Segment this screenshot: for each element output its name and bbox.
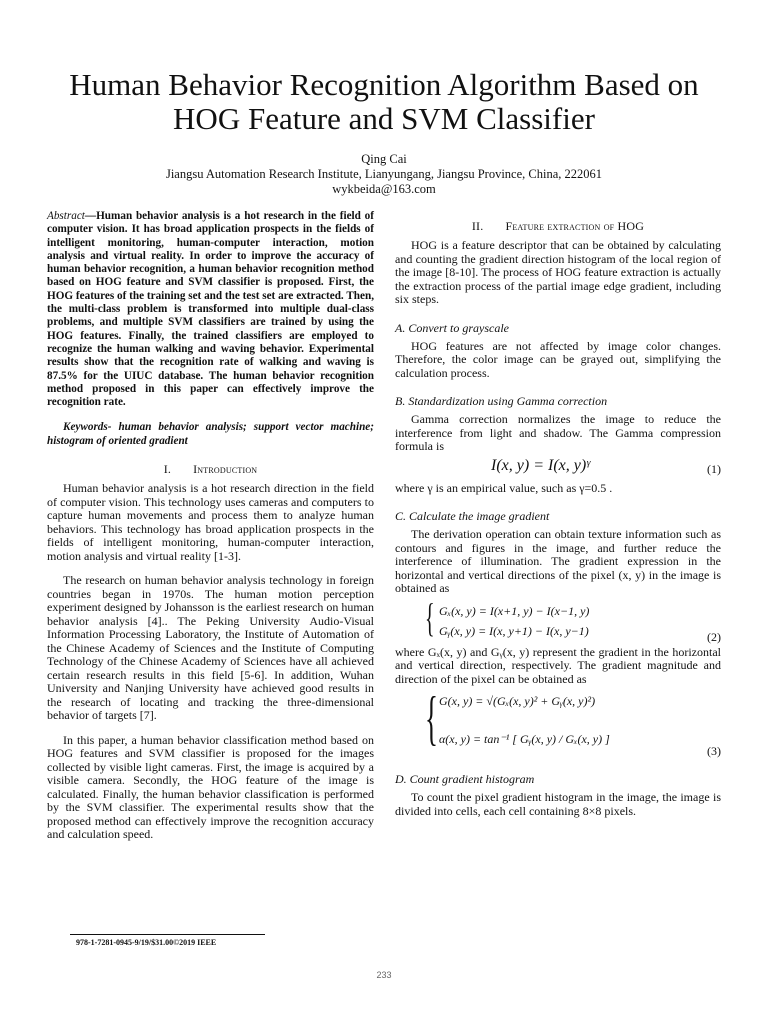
equation-2 — [395, 594, 721, 646]
author-affiliation: Jiangsu Automation Research Institute, Lianyungang, Jiangsu Province, China, 222061 — [165, 167, 603, 181]
equation-2-line-2: Gᵧ(x, y) = I(x, y+1) − I(x, y−1) — [439, 623, 589, 638]
paragraph-d: To count the pixel gradient histogram in the image, the image is divided into cells, each cell containing 8×8 pixels. — [395, 790, 721, 818]
copyright-footnote: 978-1-7281-0945-9/19/$31.00©2019 IEEE — [76, 938, 217, 947]
author-name: Qing Cai — [361, 152, 407, 166]
title-line-2: HOG Feature and SVM Classifier — [173, 101, 595, 136]
abstract-label: Abstract — [47, 210, 85, 222]
author-block — [0, 152, 768, 197]
equation-1 — [395, 454, 721, 482]
paragraph-a: HOG features are not affected by image color changes. Therefore, the color image can be grayed out, simplifying the calculation process. — [395, 338, 721, 380]
abstract — [47, 210, 374, 409]
subsection-c: C. Calculate the image gradient — [395, 509, 550, 523]
section-heading-hog — [395, 219, 721, 233]
paragraph-c: The derivation operation can obtain texture information such as contours and figures in the image, and further reduce the interference of illumination. The gradient expression in the horizontal and vertical directions of the pixel (x, y) in the image is obtained as — [395, 527, 721, 595]
paragraph-b: Gamma correction normalizes the image to reduce the interference from light and shadow. The Gamma compression formula is — [395, 412, 721, 453]
subsection-b: B. Standardization using Gamma correction — [395, 394, 608, 408]
brace: { — [425, 594, 435, 640]
intro-paragraph-3: In this paper, a human behavior classification method based on HOG features and SVM classifier is proposed for the images collected by visible light cameras. First, the image is acquired by a visible camera. Secondly, the HOG feature of the image is calculated. Finally, the human behavior classification is performed by the SVM classifier. The experimental results show that the proposed method can effectively improve the recognition accuracy and calculation speed. — [47, 732, 374, 842]
intro-paragraph-2: The research on human behavior analysis technology in foreign countries began in 1970s. The human motion perception experiment designed by Johansson is the earliest research on human behavior analysis [4].. The Peking University Audio-Visual Information Processing Laboratory, the Institute of Automation of the Chinese Academy of Sciences and the Institute of Computing Technology of the Chinese Academy of Sciences have all achieved certain research results in this field [5-6]. In addition, Wuhan University and Nanjing University have achieved good results in the research of locating and tracking the three-dimensional behavior of targets [7]. — [47, 573, 374, 723]
equation-2-line-1: Gₓ(x, y) = I(x+1, y) − I(x−1, y) — [439, 603, 590, 618]
section-number: II. — [471, 219, 484, 233]
right-column — [395, 219, 721, 818]
equation-3-line-2: α(x, y) = tan⁻¹ [ Gᵧ(x, y) / Gₓ(x, y) ] — [439, 732, 610, 746]
section-title: Introduction — [193, 462, 258, 477]
section-title: Feature extraction of HOG — [505, 219, 645, 233]
paper-title — [0, 68, 768, 136]
equation-3 — [395, 685, 721, 758]
section-heading-introduction — [47, 462, 374, 476]
page-number: 233 — [376, 970, 392, 980]
equation-3-number: (3) — [707, 744, 721, 758]
keywords: Keywords- human behavior analysis; support vector machine; histogram of oriented gradient — [47, 421, 374, 447]
abstract-body: —Human behavior analysis is a hot research in the field of computer vision. It has broad application prospects in the fields of intelligent monitoring, human-computer interaction, motion analysis and virtual reality. In order to improve the accuracy of human behavior recognition, a human behavior recognition method based on HOG feature and SVM classifier is proposed. First, the HOG features of the training set and the test set are extracted. Then, the multi-class problem is transformed into multiple dual-class problems, and multiple SVM classifiers are trained by using the HOG features. Finally, the trained classifiers are employed to recognize the human walking and waving behavior. Experimental results show that the recognition rate of walking and waving is 87.5% for the UIUC database. The human behavior recognition method proposed in this paper can effectively improve the recognition rate. — [47, 210, 374, 409]
paragraph-b-where: where γ is an empirical value, such as γ=0.5 . — [395, 480, 613, 495]
left-column — [47, 210, 374, 842]
intro-paragraph-1: Human behavior analysis is a hot research direction in the field of computer vision. This technology uses cameras and computers to capture human movements and process them to analyze human behaviors. This technology has broad application prospects in the fields of intelligent monitoring, human-computer interaction, motion analysis and virtual reality [1-3]. — [47, 481, 374, 563]
equation-2-number: (2) — [707, 629, 721, 644]
title-line-1: Human Behavior Recognition Algorithm Based on — [69, 67, 699, 102]
footnote-rule — [70, 934, 265, 935]
brace: { — [425, 685, 438, 751]
equation-1-number: (1) — [707, 461, 721, 476]
subsection-a: A. Convert to grayscale — [395, 320, 509, 335]
subsection-d: D. Count gradient histogram — [395, 772, 535, 786]
equation-3-line-1: G(x, y) = √(Gₓ(x, y)² + Gᵧ(x, y)²) — [439, 694, 596, 708]
equation-1-body: I(x, y) = I(x, y)ᵞ — [491, 456, 590, 474]
author-email[interactable]: wykbeida@163.com — [332, 182, 436, 196]
paragraph-c-where: where Gₓ(x, y) and Gᵧ(x, y) represent the gradient in the horizontal and vertical direction, respectively. The gradient magnitude and direction of the pixel can be obtained as — [395, 644, 721, 686]
hog-paragraph: HOG is a feature descriptor that can be obtained by calculating and counting the gradient direction histogram of the local region of the image [8-10]. The process of HOG feature extraction is actually the extraction process of the partial image edge gradient, including six steps. — [395, 238, 721, 306]
section-number: I. — [163, 462, 172, 477]
